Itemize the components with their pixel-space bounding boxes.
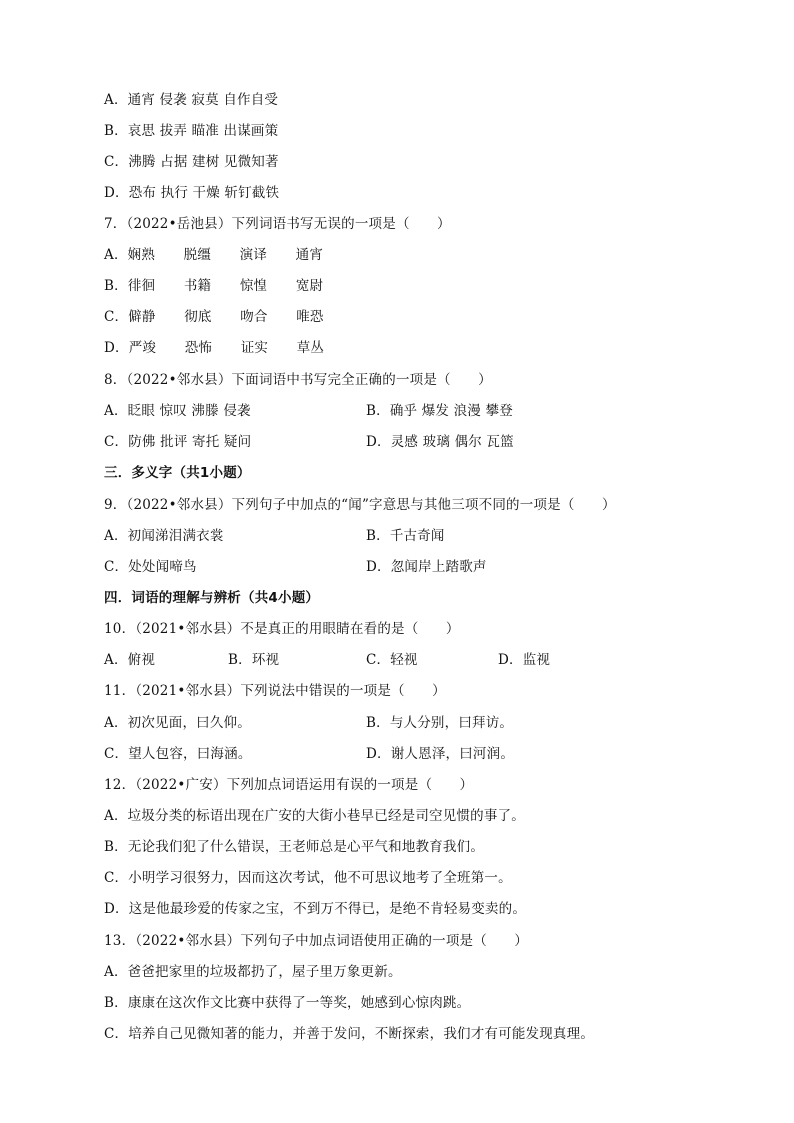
question-9-option-a: A．初闻涕泪满衣裳: [104, 528, 224, 544]
option-c: C．沸腾 占据 建树 见微知著: [104, 154, 279, 170]
question-10-option-d: D．监视: [498, 652, 551, 668]
option-d: D．恐布 执行 干燥 斩钉截铁: [104, 185, 280, 201]
question-9-option-c: C．处处闻啼鸟: [104, 559, 197, 575]
section-4-heading: 四．词语的理解与辨析（共4小题）: [104, 590, 320, 606]
option-word: 惊惶: [239, 278, 268, 294]
question-11-row-1: [104, 713, 514, 733]
question-7-option-b: [104, 276, 323, 296]
question-8-stem: 8．（2022•邻水县）下面词语中书写完全正确的一项是（ ）: [104, 372, 492, 388]
question-7-stem: 7．（2022•岳池县）下列词语书写无误的一项是（ ）: [104, 216, 451, 232]
question-12-option-d: D．这是他最珍爱的传家之宝，不到万不得已，是绝不肯轻易变卖的。: [104, 901, 527, 917]
option-word: 脱缰: [183, 247, 212, 263]
option-word: 吻合: [240, 309, 268, 325]
question-10-options: [104, 650, 551, 670]
question-9-row-2: [104, 557, 487, 577]
section-3-heading: 三．多义字（共1小题）: [104, 465, 251, 481]
option-b: B．哀思 拔弄 瞄准 出谋画策: [104, 123, 279, 139]
question-7-option-c: [104, 307, 324, 327]
option-a: A．通宵 侵袭 寂莫 自作自受: [104, 92, 279, 108]
question-12-option-a: A．垃圾分类的标语出现在广安的大街小巷早已经是司空见惯的事了。: [104, 808, 525, 824]
option-word: 唯恐: [296, 309, 324, 325]
question-9-option-d: D．忽闻岸上踏歌声: [366, 559, 487, 575]
question-11-option-a: A．初次见面，曰久仰。: [104, 715, 251, 731]
question-8-option-a: A．眨眼 惊叹 沸滕 侵袭: [104, 403, 251, 419]
option-word: 宽尉: [295, 278, 324, 294]
question-8-row-2: [104, 432, 514, 452]
option-label: B．: [104, 278, 128, 294]
question-13-option-b: B．康康在这次作文比赛中获得了一等奖，她感到心惊肉跳。: [104, 995, 471, 1011]
question-7-option-a: [104, 245, 323, 265]
question-10-option-a: A．俯视: [104, 652, 156, 668]
option-word: 草丛: [296, 340, 325, 356]
question-11-option-c: C．望人包容，曰海涵。: [104, 746, 252, 762]
option-word: 恐怖: [184, 340, 213, 356]
question-13-option-c: C．培养自己见微知著的能力，并善于发问，不断探索，我们才有可能发现真理。: [104, 1026, 595, 1042]
question-8-option-b: B．确乎 爆发 浪漫 攀登: [366, 403, 513, 419]
question-10-option-c: C．轻视: [366, 652, 418, 668]
question-8-row-1: [104, 401, 513, 421]
option-word: 书籍: [183, 278, 212, 294]
option-word: 彻底: [184, 309, 212, 325]
option-word: 徘徊: [127, 278, 156, 294]
question-9-row-1: [104, 526, 445, 546]
option-word: 严竣: [128, 340, 157, 356]
question-12-stem: 12．（2022•广安）下列加点词语运用有误的一项是（ ）: [104, 777, 474, 793]
question-12-option-b: B．无论我们犯了什么错误，王老师总是心平气和地教育我们。: [104, 839, 485, 855]
question-11-stem: 11．（2021•邻水县）下列说法中错误的一项是（ ）: [104, 683, 446, 699]
option-label: A．: [104, 247, 128, 263]
question-8-option-d: D．灵感 玻璃 偶尔 瓦篮: [366, 434, 514, 450]
option-word: 通宵: [295, 247, 324, 263]
question-13-option-a: A．爸爸把家里的垃圾都扔了，屋子里万象更新。: [104, 964, 402, 980]
option-word: 僻静: [128, 309, 156, 325]
question-9-option-b: B．千古奇闻: [366, 528, 445, 544]
question-13-stem: 13．（2022•邻水县）下列句子中加点词语使用正确的一项是（ ）: [104, 933, 529, 949]
option-word: 证实: [240, 340, 269, 356]
question-7-option-d: [104, 338, 324, 358]
question-10-stem: 10．（2021•邻水县）不是真正的用眼睛在看的是（ ）: [104, 621, 460, 637]
option-word: 演译: [239, 247, 268, 263]
option-label: D．: [104, 340, 129, 356]
option-word: 娴熟: [127, 247, 156, 263]
question-12-option-c: C．小明学习很努力，因而这次考试，他不可思议地考了全班第一。: [104, 870, 512, 886]
question-11-row-2: [104, 744, 515, 764]
option-label: C．: [104, 309, 129, 325]
question-9-stem: 9．（2022•邻水县）下列句子中加点的“闻”字意思与其他三项不同的一项是（ ）: [104, 497, 616, 513]
question-11-option-b: B．与人分别，曰拜访。: [366, 715, 514, 731]
question-11-option-d: D．谢人恩泽，曰河润。: [366, 746, 515, 762]
question-8-option-c: C．防佛 批评 寄托 疑问: [104, 434, 252, 450]
question-10-option-b: B．环视: [228, 652, 280, 668]
